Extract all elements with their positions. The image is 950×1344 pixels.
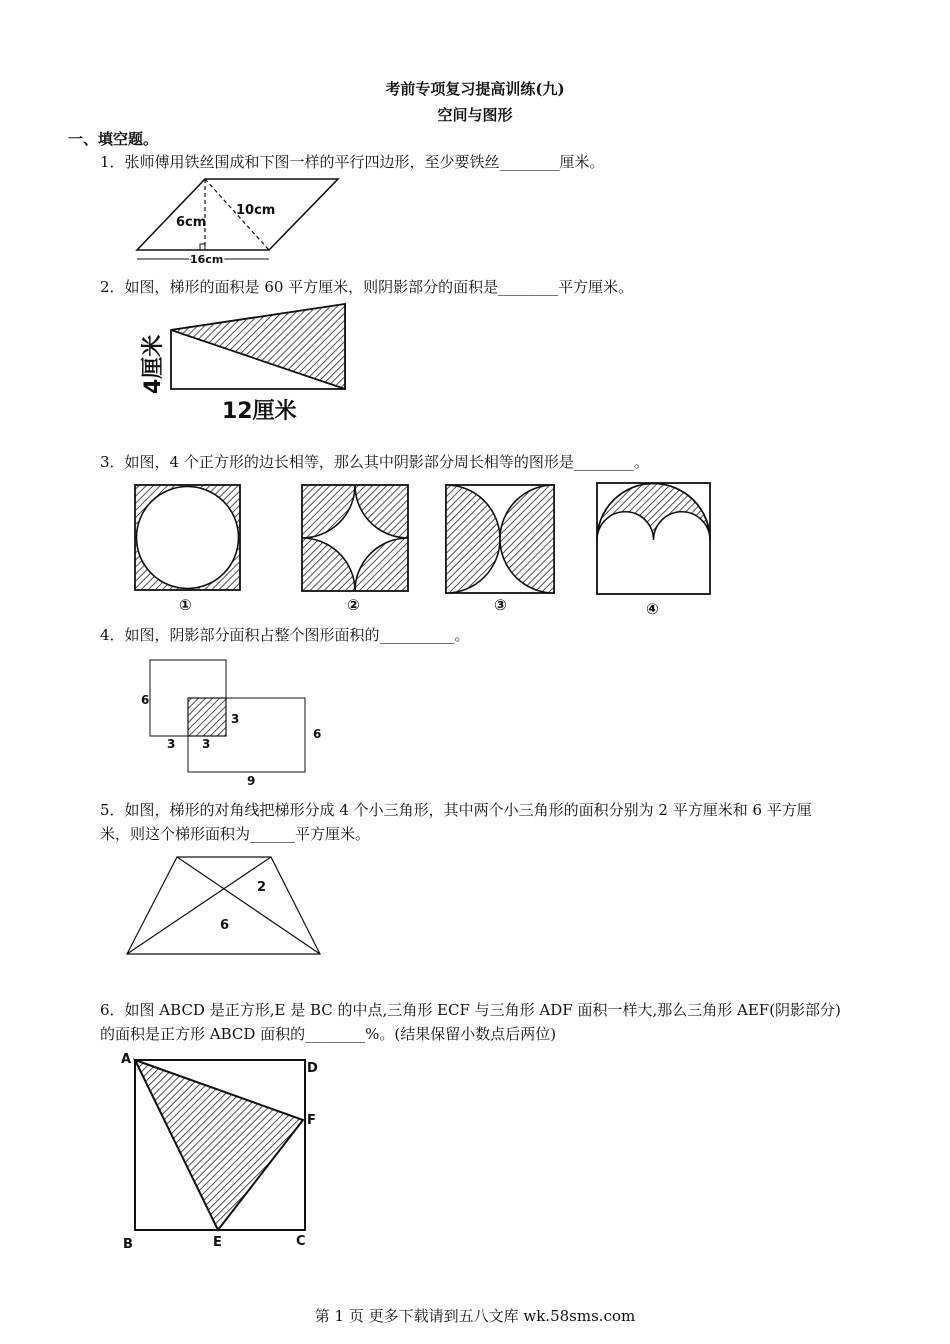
shaded-overlap [188,698,226,736]
question-3-text: 3．如图，4 个正方形的边长相等，那么其中阴影部分周长相等的图形是________。 [100,453,649,471]
parallelogram-figure [130,172,345,267]
right-height-label: 6 [313,727,322,741]
label-e: E [213,1235,222,1250]
base-label: 12厘米 [222,399,297,424]
base-label: 16cm [190,253,224,266]
question-6-text-line2: 的面积是正方形 ABCD 面积的________%。(结果保留小数点后两位) [100,1025,557,1043]
question-2-text: 2．如图，梯形的面积是 60 平方厘米，则阴影部分的面积是________平方厘米。 [100,278,634,296]
label-b: B [123,1237,133,1252]
page-title: 考前专项复习提高训练(九) [385,80,565,98]
label-1: ① [179,596,192,614]
label-2: ② [347,596,360,614]
label-4: ④ [646,600,659,618]
overlap-rectangles-figure [135,655,335,790]
shaded-triangle [171,304,345,389]
shaded-triangle-aef [135,1060,303,1230]
shade-height-label: 3 [231,712,240,726]
label-f: F [307,1113,316,1128]
bottom-width-label: 9 [247,774,256,788]
question-5-text-line2: 米，则这个梯形面积为______平方厘米。 [100,825,371,843]
right-angle-mark [200,244,205,250]
trapezoid-diagonals-figure [120,850,330,960]
trapezoid-shape [127,857,320,954]
label-a: A [121,1052,132,1067]
label-3: ③ [494,596,507,614]
small-area-label: 2 [257,880,267,895]
question-1-text: 1．张师傅用铁丝围成和下图一样的平行四边形，至少要铁丝________厘米。 [100,153,605,171]
question-5-text-line1: 5．如图，梯形的对角线把梯形分成 4 个小三角形，其中两个小三角形的面积分别为 2 平方厘米和 6 平方厘 [100,801,812,819]
square-abcd-figure [115,1048,330,1253]
height-label: 6cm [176,215,207,230]
trapezoid-figure [138,300,353,425]
page-footer: 第 1 页 更多下载请到五八文库 wk.58sms.com [314,1307,636,1325]
label-d: D [307,1061,318,1076]
question-6-text-line1: 6．如图 ABCD 是正方形,E 是 BC 的中点,三角形 ECF 与三角形 ADF 面积一样大,那么三角形 AEF(阴影部分) [100,1001,841,1019]
large-area-label: 6 [220,918,230,933]
bottom-shade-label: 3 [202,737,211,751]
side-label: 10cm [236,203,276,218]
squares-figure [130,480,730,620]
question-4-text: 4．如图，阴影部分面积占整个图形面积的__________。 [100,626,470,644]
page-subtitle: 空间与图形 [437,106,513,124]
height-label: 4厘米 [141,334,166,394]
circle-1 [137,487,239,589]
section-heading: 一、填空题。 [68,130,159,148]
bottom-left-label: 3 [167,737,176,751]
left-height-label: 6 [141,693,150,707]
label-c: C [296,1234,306,1249]
